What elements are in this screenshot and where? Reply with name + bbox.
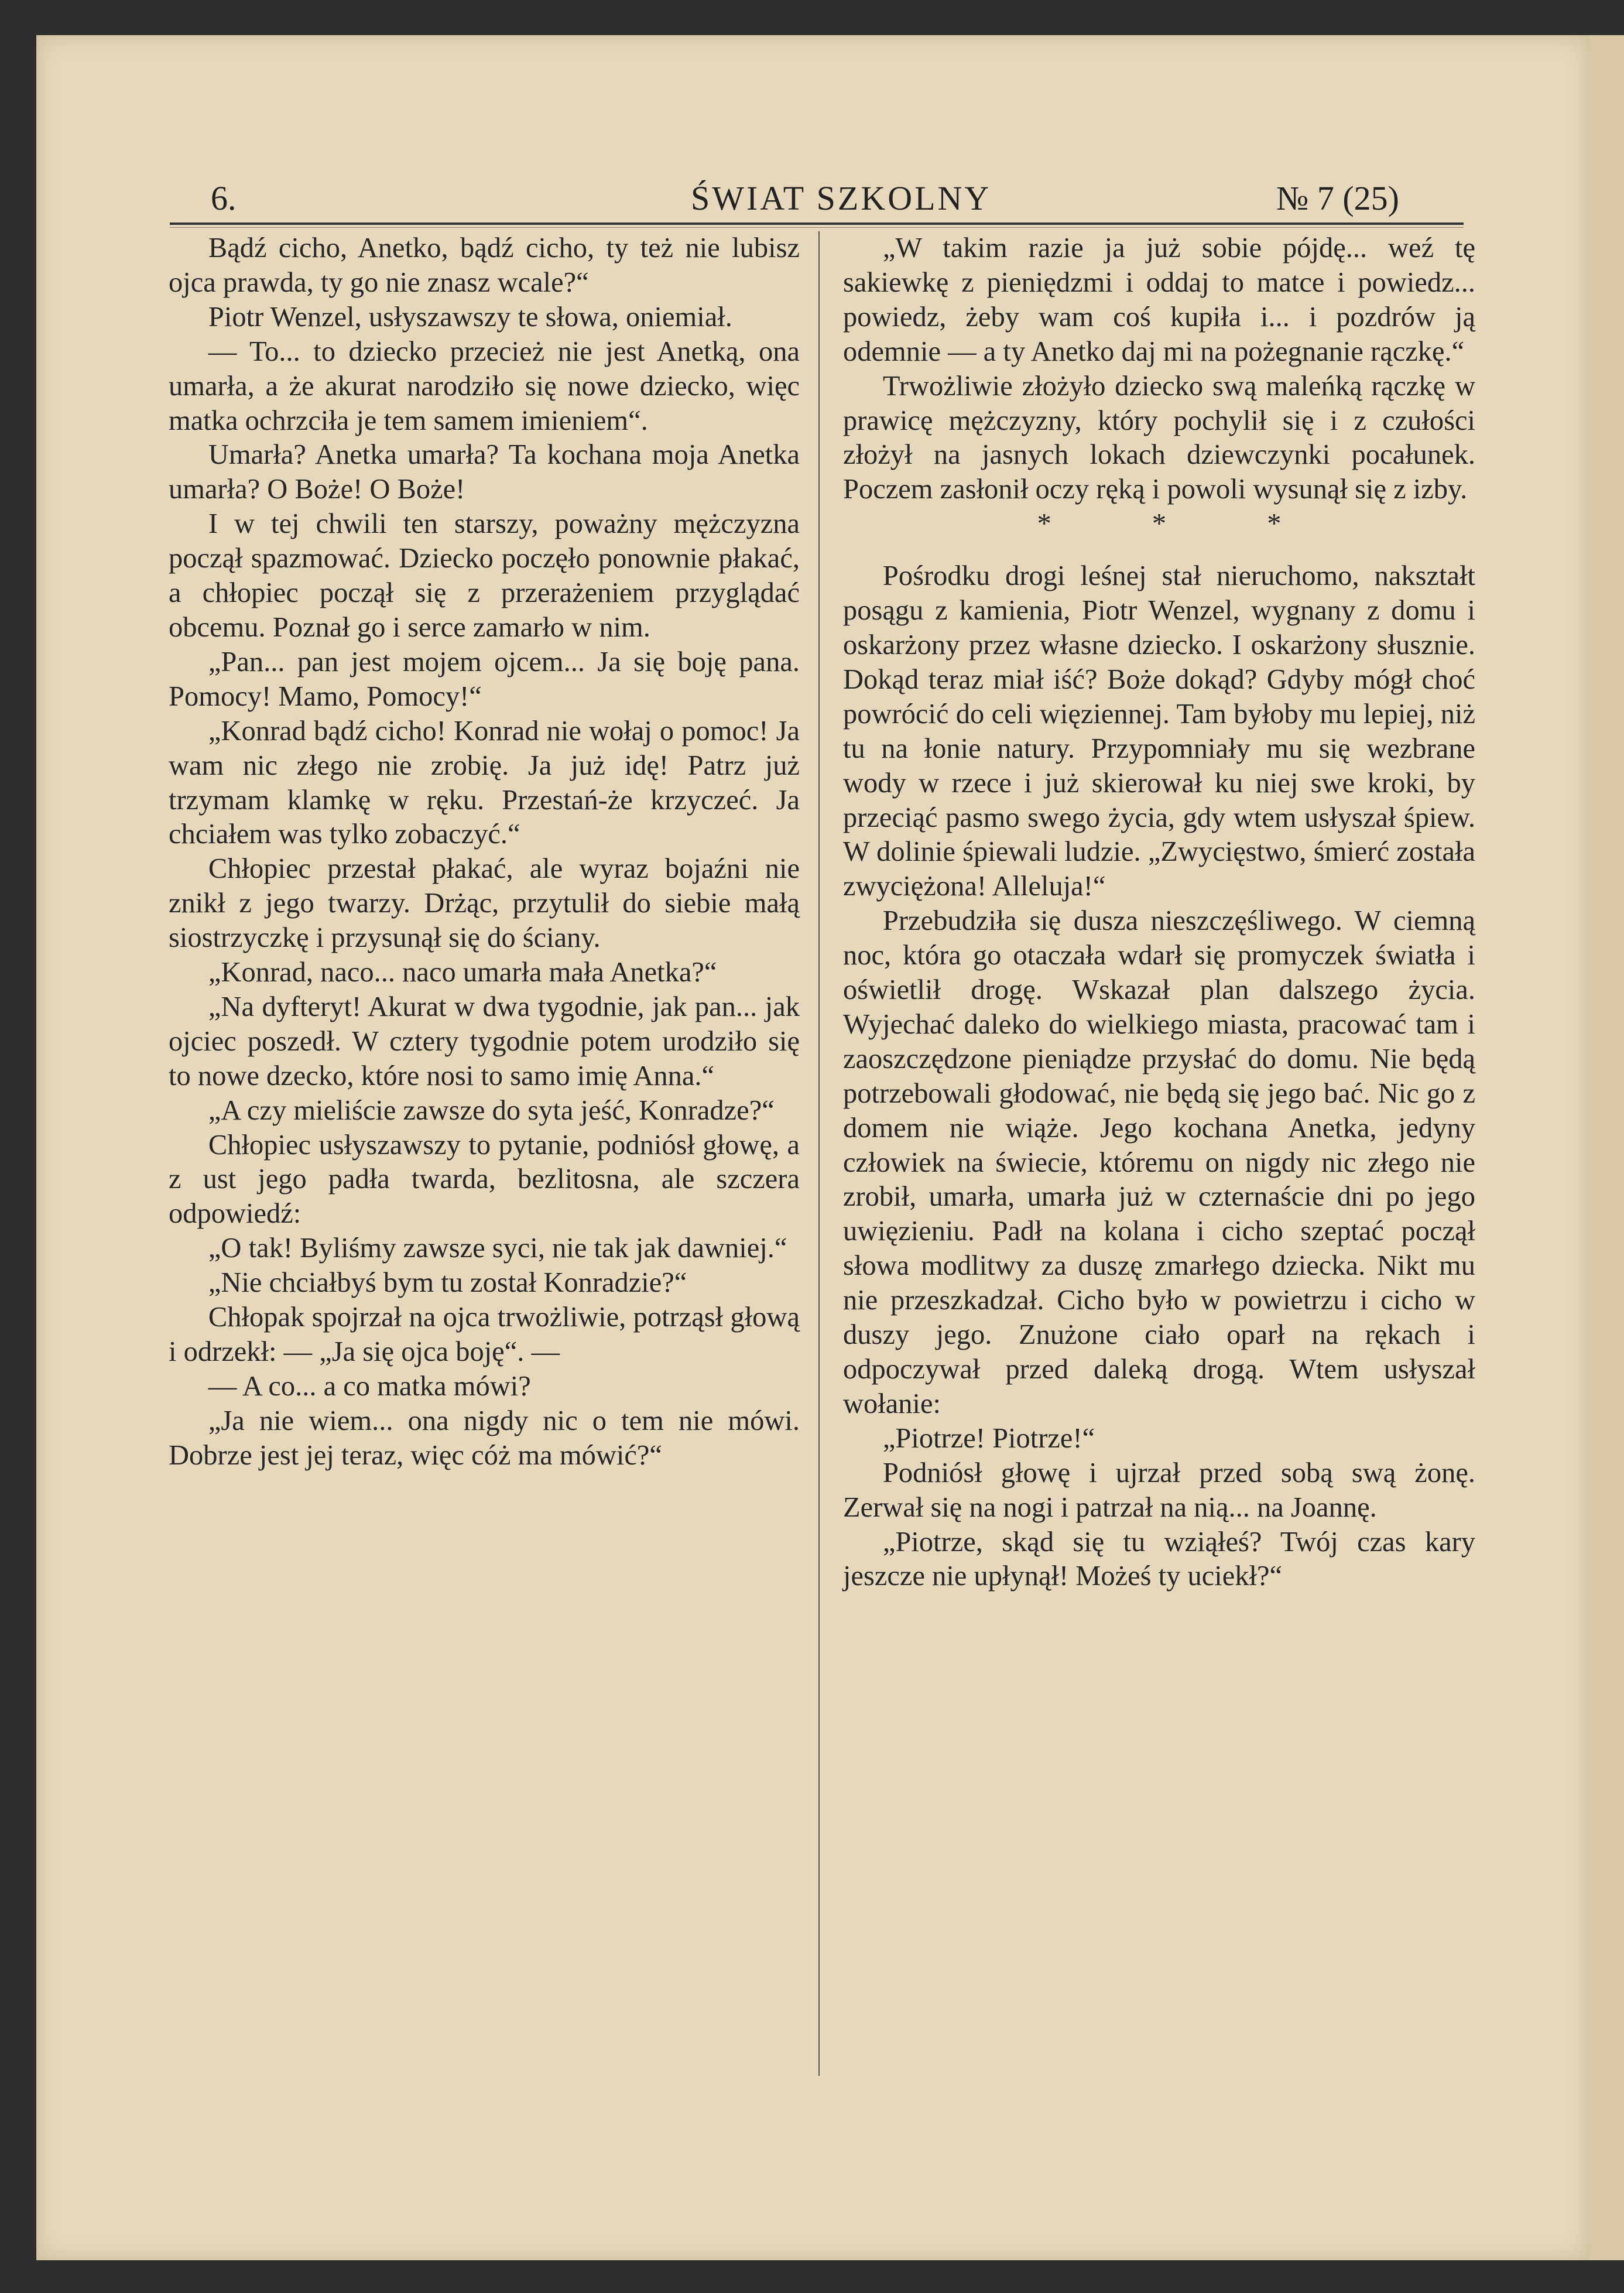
paragraph: „Konrad bądź cicho! Konrad nie wołaj o pomoc! Ja wam nic złego nie zrobię. Ja już idę! Patrz już trzymam klamkę w ręku. Przestań-że krzyczeć. Ja chciałem was tylko zobaczyć.“	[169, 715, 800, 850]
paragraph: „Konrad, naco... naco umarła mała Anetka?“	[208, 957, 717, 988]
paragraph: „Nie chciałbyś bym tu został Konradzie?“	[208, 1267, 687, 1299]
paragraph: Chłopak spojrzał na ojca trwożliwie, potrząsł głową i odrzekł: — „Ja się ojca boję“. —	[169, 1302, 800, 1367]
column-divider	[818, 231, 820, 2076]
paragraph: Umarła? Anetka umarła? Ta kochana moja Anetka umarła? O Boże! O Boże!	[169, 439, 800, 505]
paragraph: „A czy mieliście zawsze do syta jeść, Konradze?“	[208, 1094, 775, 1126]
paragraph: Podniósł głowę i ujrzał przed sobą swą żonę. Zerwał się na nogi i patrzał na nią... na Joannę.	[843, 1457, 1475, 1523]
paragraph: Przebudziła się dusza nieszczęśliwego. W ciemną noc, która go otaczała wdarł się promyczek światła i oświetlił drogę. Wskazał plan dalszego życia. Wyjechać daleko do wielkiego miasta, pracować tam i zaoszczędzone pieniądze przysłać do domu. Nie będą potrzebowali głodować, nie będą się jego bać. Nic go z domem nie wiąże. Jego kochana Anetka, jedyny człowiek na świecie, któremu on nigdy nic złego nie zrobił, umarła, umarła już w czternaście dni po jego uwięzieniu. Padł na kolana i cicho szeptać począł słowa modlitwy za duszę zmarłego dziecka. Nikt mu nie przeszkadzał. Cicho było w powietrzu i cicho w duszy jego. Znużone ciało oparł na rękach i odpoczywał przed daleką drogą. Wtem usłyszał wołanie:	[843, 905, 1475, 1419]
paragraph: „Piotrze! Piotrze!“	[882, 1422, 1095, 1454]
header-rule	[170, 223, 1464, 225]
paragraph: „Pan... pan jest mojem ojcem... Ja się boję pana. Pomocy! Mamo, Pomocy!“	[169, 646, 800, 712]
paragraph: Chłopiec przestał płakać, ale wyraz bojaźni nie znikł z jego twarzy. Drżąc, przytulił do siebie małą siostrzyczkę i przysunął się do ściany.	[169, 853, 800, 954]
right-column	[843, 231, 1475, 1594]
page-header	[170, 155, 1464, 220]
paragraph: — To... to dziecko przecież nie jest Anetką, ona umarła, a że akurat narodziło się nowe dziecko, więc matka ochrzciła je tem samem imieniem“.	[169, 336, 800, 436]
paragraph: „Ja nie wiem... ona nigdy nic o tem nie mówi. Dobrze jest jej teraz, więc cóż ma mówić?“	[169, 1405, 800, 1471]
issue-number: № 7 (25)	[1276, 179, 1399, 217]
paragraph: Bądź cicho, Anetko, bądź cicho, ty też nie lubisz ojca prawda, ty go nie znasz wcale?“	[169, 232, 800, 298]
section-separator: * * *	[1037, 508, 1328, 540]
spacer	[843, 542, 1475, 559]
page-number: 6.	[211, 179, 237, 217]
paragraph: Pośrodku drogi leśnej stał nieruchomo, nakształt posągu z kamienia, Piotr Wenzel, wygnany z domu i oskarżony przez własne dziecko. I oskarżony słusznie. Dokąd teraz miał iść? Boże dokąd? Gdyby mógł choć powrócić do celi więziennej. Tam byłoby mu lepiej, niż tu na łonie natury. Przypomniały mu się wezbrane wody w rzece i już skierował ku niej swe kroki, by przeciąć pasmo swego życia, gdy wtem usłyszał śpiew. W dolinie śpiewali ludzie. „Zwycięstwo, śmierć została zwyciężona! Alleluja!“	[843, 560, 1475, 902]
paragraph: Chłopiec usłyszawszy to pytanie, podniósł głowę, a z ust jego padła twarda, bezlitosna, ale szczera odpowiedź:	[169, 1129, 800, 1230]
page-edge	[1589, 35, 1624, 2260]
publication-title: ŚWIAT SZKOLNY	[691, 179, 992, 217]
paragraph: Trwożliwie złożyło dziecko swą maleńką rączkę w prawicę mężczyzny, który pochylił się i z czułości złożył na jasnych lokach dziewczynki pocałunek. Poczem zasłonił oczy ręką i powoli wysunął się z izby.	[843, 370, 1475, 505]
left-column	[169, 231, 800, 1473]
paragraph: Piotr Wenzel, usłyszawszy te słowa, oniemiał.	[208, 301, 732, 333]
paragraph: „Piotrze, skąd się tu wziąłeś? Twój czas kary jeszcze nie upłynął! Możeś ty uciekł?“	[843, 1526, 1475, 1592]
paragraph: „O tak! Byliśmy zawsze syci, nie tak jak dawniej.“	[208, 1233, 787, 1264]
paragraph: — A co... a co matka mówi?	[208, 1370, 531, 1402]
header-rule-thin	[170, 227, 1464, 228]
paragraph: „Na dyfteryt! Akurat w dwa tygodnie, jak pan... jak ojciec poszedł. W cztery tygodnie potem urodziło się to nowe dzecko, które nosi to samo imię Anna.“	[169, 991, 800, 1091]
paragraph: „W takim razie ja już sobie pójdę... weź tę sakiewkę z pieniędzmi i oddaj to matce i powiedz... powiedz, żeby wam coś kupiła i... i pozdrów ją odemnie — a ty Anetko daj mi na pożegnanie rączkę.“	[843, 232, 1475, 367]
paragraph: I w tej chwili ten starszy, poważny mężczyzna począł spazmować. Dziecko poczęło ponownie płakać, a chłopiec począł się z przerażeniem przyglądać obcemu. Poznał go i serce zamarło w nim.	[169, 508, 800, 643]
